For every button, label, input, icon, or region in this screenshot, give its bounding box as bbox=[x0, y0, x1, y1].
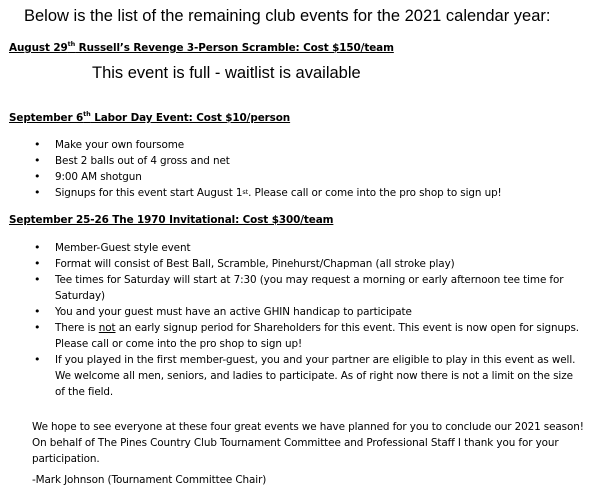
list-item: • Format will consist of Best Ball, Scramble, Pinehurst/Chapman (all stroke play) bbox=[0, 256, 585, 272]
list-item: • If you played in the first member-guest, you and your partner are eligible to play in this event as well. We welcome all men, seniors, and ladies to participate. As of right now there is not a limit on the size of the field. bbox=[0, 352, 585, 400]
event-heading-labor-day bbox=[9, 112, 290, 124]
list-item: • 9:00 AM shotgun bbox=[0, 169, 585, 185]
list-item: • Make your own foursome bbox=[0, 137, 585, 153]
heading-text: Labor Day Event: Cost $10/person bbox=[90, 112, 291, 124]
event-heading-russells-revenge bbox=[9, 42, 394, 54]
heading-text: Russell’s Revenge 3-Person Scramble: Cost $150/team bbox=[75, 42, 394, 54]
signup-text-end: . Please call or come into the pro shop to sign up! bbox=[248, 187, 502, 199]
heading-date: September 6 bbox=[9, 112, 84, 124]
event-heading-1970-invitational: September 25-26 The 1970 Invitational: Cost $300/team bbox=[9, 214, 334, 226]
page-title: Below is the list of the remaining club events for the 2021 calendar year: bbox=[24, 7, 551, 25]
heading-date: August 29 bbox=[9, 42, 68, 54]
signup-text: Signups for this event start August 1 bbox=[55, 187, 243, 199]
early-signup-text-end: an early signup period for Shareholders for this event. This event is now open for signups. Please call or come into the pro shop to sign up! bbox=[55, 322, 580, 350]
heading-date-suffix: th bbox=[67, 40, 76, 48]
labor-day-details-list bbox=[0, 137, 585, 201]
list-item: • Tee times for Saturday will start at 7:30 (you may request a morning or early afternoon tee time for Saturday) bbox=[0, 272, 585, 304]
invitational-details-list bbox=[0, 240, 585, 400]
early-signup-text: There is bbox=[55, 322, 99, 334]
closing-paragraph: We hope to see everyone at these four great events we have planned for you to conclude our 2021 season! On behalf of The Pines Country Club Tournament Committee and Professional Staff I thank you for your participation. bbox=[32, 421, 584, 465]
list-item bbox=[0, 320, 585, 352]
signup-date-suffix: st bbox=[242, 188, 249, 196]
early-signup-emphasis: not bbox=[98, 322, 116, 334]
event-full-note: This event is full - waitlist is available bbox=[92, 64, 361, 82]
list-item: • You and your guest must have an active GHIN handicap to participate bbox=[0, 304, 585, 320]
list-item bbox=[0, 185, 585, 201]
heading-date-suffix: th bbox=[83, 110, 91, 118]
signature: -Mark Johnson (Tournament Committee Chair) bbox=[32, 474, 267, 486]
list-item: • Best 2 balls out of 4 gross and net bbox=[0, 153, 585, 169]
list-item: • Member-Guest style event bbox=[0, 240, 585, 256]
